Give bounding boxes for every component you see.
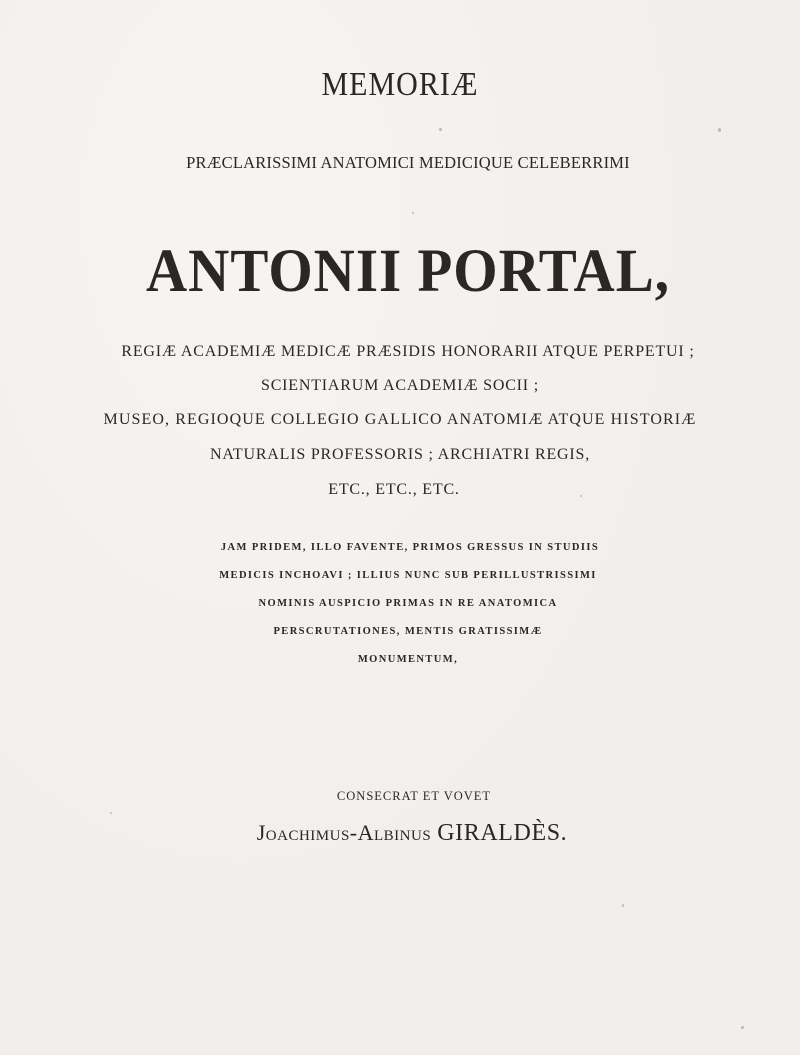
- dedication-line: PRÆCLARISSIMI ANATOMICI MEDICIQUE CELEBERRIMI: [186, 153, 630, 172]
- paper-speck: [718, 128, 721, 132]
- paper-speck: [622, 904, 624, 907]
- inscription-line: PERSCRUTATIONES, MENTIS GRATISSIMÆ: [273, 626, 543, 637]
- heading: MEMORIÆ: [321, 66, 479, 103]
- signature-given-names: Joachimus-Albinus: [256, 820, 432, 845]
- paper-speck: [741, 1026, 744, 1029]
- title-line: MUSEO, REGIOQUE COLLEGIO GALLICO ANATOMIÆ ATQUE HISTORIÆ: [103, 411, 697, 428]
- title-line: ETC., ETC., ETC.: [328, 481, 460, 498]
- inscription-line: MEDICIS INCHOAVI ; ILLIUS NUNC SUB PERILLUSTRISSIMI: [219, 570, 597, 581]
- consecrat-line: CONSECRAT ET VOVET: [336, 789, 492, 803]
- title-line: REGIÆ ACADEMIÆ MEDICÆ PRÆSIDIS HONORARII ATQUE PERPETUI ;: [121, 343, 695, 360]
- inscription-line: NOMINIS AUSPICIO PRIMAS IN RE ANATOMICA: [258, 598, 558, 609]
- inscription-line: MONUMENTUM,: [357, 654, 459, 665]
- title-line: NATURALIS PROFESSORIS ; ARCHIATRI REGIS,: [209, 446, 591, 463]
- inscription-line: JAM PRIDEM, ILLO FAVENTE, PRIMOS GRESSUS IN STUDIIS: [220, 542, 600, 553]
- paper-speck: [580, 495, 582, 497]
- honoree-name: ANTONII PORTAL,: [146, 237, 670, 306]
- signature: [12, 820, 800, 847]
- signature-surname: GIRALDÈS.: [437, 820, 568, 846]
- paper-speck: [439, 128, 442, 131]
- paper-speck: [412, 212, 414, 214]
- paper-speck: [110, 812, 112, 814]
- title-line: SCIENTIARUM ACADEMIÆ SOCII ;: [261, 377, 539, 394]
